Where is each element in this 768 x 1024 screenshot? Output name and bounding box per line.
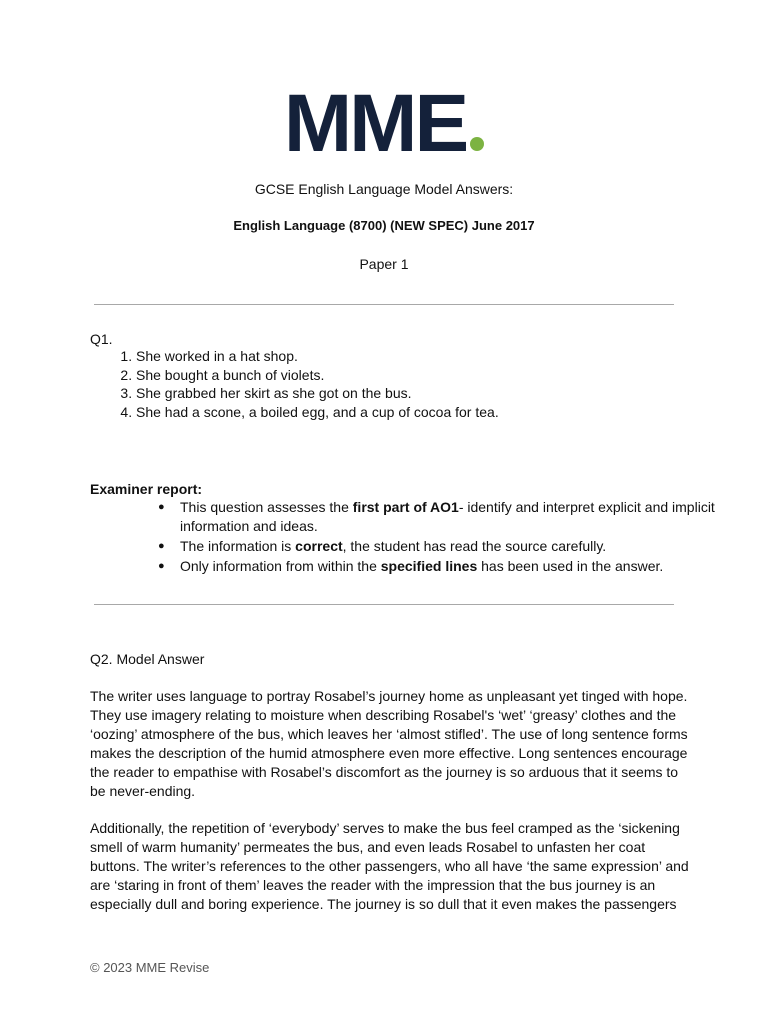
list-item: 3. She grabbed her skirt as she got on the bus.	[136, 384, 736, 403]
copyright-footer: © 2023 MME Revise	[90, 960, 210, 975]
q2-paragraph: The writer uses language to portray Rosabel’s journey home as unpleasant yet tinged with hope. They use imagery relating to moisture when describing Rosabel's ‘wet’ ‘greasy’ clothes and the ‘oozing’ atmosphere of the bus, which leaves her ‘almost stifled’. The use of long sentence forms makes the description of the humid atmosphere even more effective. Long sentences encourage the reader to empathise with Rosabel’s discomfort as the journey is so arduous that it seems to be never-ending.	[90, 688, 688, 799]
examiner-report-heading: Examiner report:	[90, 481, 203, 497]
mme-logo	[0, 78, 768, 169]
list-item: ● Only information from within the specified lines has been used in the answer.	[180, 557, 768, 576]
paper-label: Paper 1	[359, 256, 409, 272]
q1-answer-list	[90, 347, 736, 421]
list-item: ● The information is correct, the student has read the source carefully.	[180, 537, 768, 556]
q2-label: Q2. Model Answer	[90, 651, 205, 667]
divider	[94, 604, 674, 605]
list-item: 1. She worked in a hat shop.	[136, 347, 736, 366]
list-item: 2. She bought a bunch of violets.	[136, 366, 736, 385]
q2-paragraph: Additionally, the repetition of ‘everybody’ serves to make the bus feel cramped as the ‘sickening smell of warm humanity’ permeates the bus, and even leads Rosabel to unfasten her coat buttons. The writer’s references to the other passengers, who all have ‘the same expression’ and are ‘staring in front of them’ leaves the reader with the impression that the bus journey is an especially dull and boring experience. The journey is so dull that it even makes the passengers	[90, 820, 689, 912]
logo-dot	[470, 137, 484, 151]
list-item: 4. She had a scone, a boiled egg, and a cup of cocoa for tea.	[136, 403, 736, 422]
exam-title: English Language (8700) (NEW SPEC) June 2017	[233, 218, 535, 233]
q1-label: Q1.	[90, 331, 113, 347]
document-title: GCSE English Language Model Answers:	[254, 181, 514, 197]
examiner-report-list	[90, 498, 768, 577]
divider	[94, 304, 674, 305]
logo-text: MME	[283, 78, 467, 169]
list-item: ● This question assesses the first part of AO1- identify and interpret explicit and implicit information and ideas.	[180, 498, 768, 536]
